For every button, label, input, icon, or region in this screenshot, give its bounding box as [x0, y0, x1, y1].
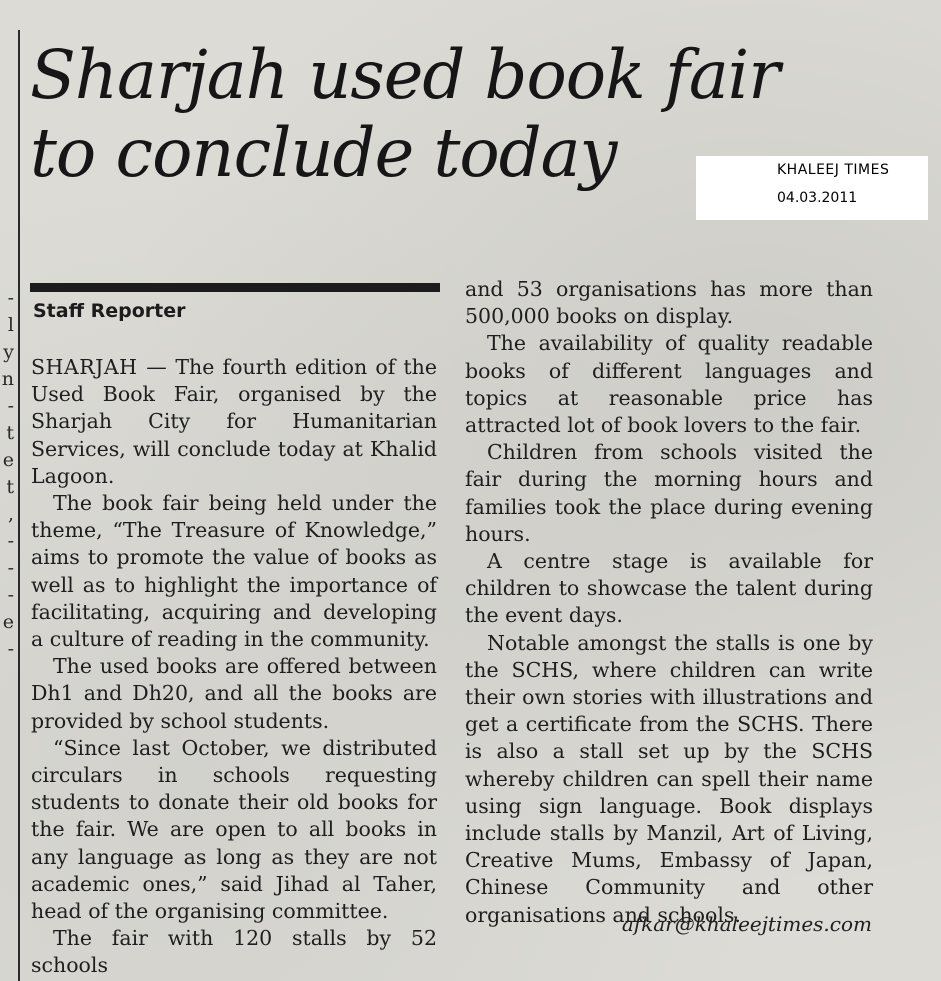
paragraph: Children from schools visited the fair during the morning hours and families took the place during evening hours. [465, 440, 873, 546]
edge-char: e [2, 611, 14, 633]
edge-char: n [1, 368, 14, 390]
paragraph: Notable amongst the stalls is one by the SCHS, where children can write their own stories with illustrations and get a certificate from the SCHS. There is also a stall set up by the SCHS whereby children can spell their name using sign language. Book displays include stalls by Manzil, Art of Living, Creative Mums, Embassy of Japan, Chinese Community and other organisations and schools. [465, 630, 873, 927]
edge-char: - [7, 395, 14, 417]
column-rule [18, 30, 20, 981]
headline-line-1: Sharjah used book fair [30, 36, 780, 114]
byline: Staff Reporter [33, 300, 186, 322]
edge-char: - [7, 530, 14, 552]
headline-line-2: to conclude today [30, 114, 617, 192]
paragraph: The used books are offered between Dh1 and Dh20, and all the books are provided by school students. [31, 654, 437, 733]
paragraph-text: The fourth edition of the Used Book Fair, organised by the Sharjah City for Humanitarian Services, will conclude today at Khalid Lagoon. [31, 355, 437, 488]
paragraph: A centre stage is available for children to showcase the talent during the event days. [465, 549, 873, 628]
edge-char: y [3, 341, 14, 363]
edge-char: t [6, 422, 14, 444]
adjacent-column-fragment [0, 285, 14, 663]
byline-rule [30, 283, 440, 292]
edge-char: - [7, 584, 14, 606]
edge-char: , [7, 503, 14, 525]
edge-char: - [7, 287, 14, 309]
edge-char: - [7, 557, 14, 579]
paragraph: “Since last October, we distributed circulars in schools requesting students to donate their old books for the fair. We are open to all books in any language as long as they are not academic ones,” said Jihad al Taher, head of the organising committee. [31, 735, 437, 924]
paragraph: The availability of quality readable books of different languages and topics at reasonable price has attracted lot of book lovers to the fair. [465, 331, 873, 438]
publication-date: 04.03.2011 [777, 190, 858, 206]
paragraph: The book fair being held under the theme, “The Treasure of Knowledge,” aims to promote the value of books as well as to highlight the importance of facilitating, acquiring and developing a culture of reading in the community. [31, 491, 437, 652]
article-column-left [31, 354, 437, 980]
edge-char: - [7, 638, 14, 660]
paragraph [31, 354, 437, 490]
dateline: SHARJAH — [31, 355, 168, 379]
edge-char: t [6, 476, 14, 498]
paragraph: The fair with 120 stalls by 52 schools [31, 926, 437, 978]
source-stamp [696, 156, 928, 220]
author-email: afkar@khaleejtimes.com [621, 912, 872, 936]
edge-char: l [7, 314, 14, 336]
publication-name: KHALEEJ TIMES [777, 162, 890, 178]
paragraph: and 53 organisations has more than 500,000 books on display. [465, 277, 873, 329]
edge-char: e [2, 449, 14, 471]
article-column-right [465, 276, 873, 929]
